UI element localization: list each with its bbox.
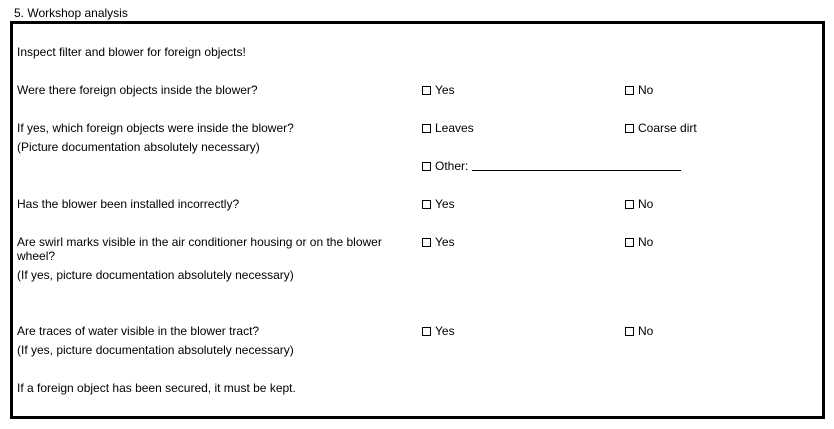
q3-yes-label: Yes bbox=[435, 197, 455, 211]
q5-no-label: No bbox=[638, 324, 654, 338]
q3-no-checkbox[interactable] bbox=[625, 197, 653, 211]
q5-yes-label: Yes bbox=[435, 324, 455, 338]
footer-note: If a foreign object has been secured, it must be kept. bbox=[17, 381, 296, 395]
question-swirl-marks-cont: wheel? bbox=[17, 249, 56, 263]
checkbox-icon bbox=[625, 200, 634, 209]
question-installed-incorrectly: Has the blower been installed incorrectly? bbox=[17, 197, 240, 211]
q2-other-checkbox[interactable] bbox=[422, 159, 681, 173]
q3-yes-checkbox[interactable] bbox=[422, 197, 455, 211]
question-swirl-marks: Are swirl marks visible in the air conditioner housing or on the blower bbox=[17, 235, 382, 249]
checkbox-icon bbox=[625, 238, 634, 247]
checkbox-icon bbox=[625, 124, 634, 133]
q2-coarse-dirt-checkbox[interactable] bbox=[625, 121, 697, 135]
checkbox-icon bbox=[422, 86, 431, 95]
checkbox-icon bbox=[422, 200, 431, 209]
workshop-analysis-form bbox=[10, 21, 825, 419]
q5-no-checkbox[interactable] bbox=[625, 324, 653, 338]
q5-yes-checkbox[interactable] bbox=[422, 324, 455, 338]
q2-coarse-dirt-label: Coarse dirt bbox=[638, 121, 697, 135]
checkbox-icon bbox=[422, 327, 431, 336]
q4-yes-checkbox[interactable] bbox=[422, 235, 455, 249]
q4-no-label: No bbox=[638, 235, 654, 249]
section-title: 5. Workshop analysis bbox=[14, 6, 128, 20]
q2-leaves-checkbox[interactable] bbox=[422, 121, 474, 135]
q1-no-checkbox[interactable] bbox=[625, 83, 653, 97]
picture-documentation-note: (If yes, picture documentation absolutely necessary) bbox=[17, 268, 294, 282]
checkbox-icon bbox=[625, 327, 634, 336]
q1-no-label: No bbox=[638, 83, 654, 97]
q4-yes-label: Yes bbox=[435, 235, 455, 249]
picture-documentation-note: (If yes, picture documentation absolutely necessary) bbox=[17, 343, 294, 357]
checkbox-icon bbox=[422, 124, 431, 133]
q2-leaves-label: Leaves bbox=[435, 121, 474, 135]
checkbox-icon bbox=[422, 238, 431, 247]
q4-no-checkbox[interactable] bbox=[625, 235, 653, 249]
picture-documentation-note: (Picture documentation absolutely necessary) bbox=[17, 140, 260, 154]
instruction-text: Inspect filter and blower for foreign objects! bbox=[17, 45, 246, 59]
q3-no-label: No bbox=[638, 197, 654, 211]
question-which-objects: If yes, which foreign objects were inside the blower? bbox=[17, 121, 294, 135]
q1-yes-checkbox[interactable] bbox=[422, 83, 455, 97]
question-water-traces: Are traces of water visible in the blower tract? bbox=[17, 324, 260, 338]
checkbox-icon bbox=[422, 162, 431, 171]
question-foreign-objects: Were there foreign objects inside the blower? bbox=[17, 83, 258, 97]
checkbox-icon bbox=[625, 86, 634, 95]
q2-other-label: Other: bbox=[435, 159, 469, 173]
q1-yes-label: Yes bbox=[435, 83, 455, 97]
other-write-in-field[interactable] bbox=[472, 170, 681, 171]
